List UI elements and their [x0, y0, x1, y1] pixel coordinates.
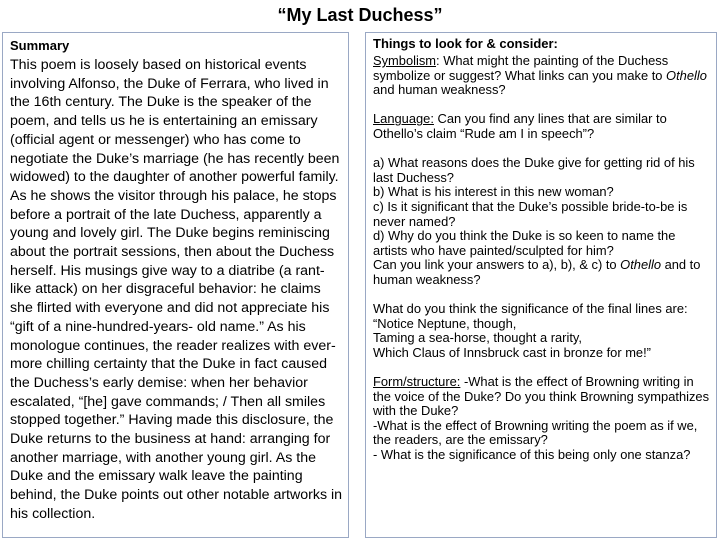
question-c: c) Is it significant that the Duke’s possible bride-to-be is never named? [373, 198, 688, 229]
page-title: “My Last Duchess” [277, 5, 443, 25]
spacer [373, 360, 710, 375]
quote-line-2: Taming a sea-horse, thought a rarity, [373, 330, 582, 346]
summary-text: This poem is loosely based on historical events involving Alfonso, the Duke of Ferrara, who lived in the 16th century. The Duke is the speaker of the poem, and tells us he is entertaining an emissary (official agent or messenger) who has come to negotiate the Duke’s marriage (he has recently been widowed) to the daughter of another powerful family. As he shows the visitor through his palace, he stops before a portrait of the late Duchess, apparently a young and lovely girl. The Duke begins reminiscing about the portrait sessions, then about the Duchess herself. His musings give way to a diatribe (a rant-like attack) on her disgraceful behavior: he claims she flirted with everyone and did not appreciate his “gift of a nine-hundred-years- old name.” As his monologue continues, the reader realizes with ever-more chilling certainty that the Duke in fact caused the Duchess’s early demise: when her behavior escalated, “[he] gave commands; / Then all smiles stopped together.” Having made this disclosure, the Duke returns to the business at hand: arranging for another marriage, with another young girl. As the Duke and the emissary walk leave the painting behind, the Duke points out other notable artworks in his collection. [10, 57, 343, 522]
symbolism-text-b: and human weakness? [373, 82, 506, 98]
language-text: Can you find any lines that are similar to Othello’s claim “Rude am I in speech”? [373, 111, 667, 141]
symbolism-label: Symbolism [373, 53, 437, 68]
spacer [373, 142, 710, 157]
link-question [373, 258, 710, 287]
language-item [373, 112, 710, 141]
form-text: -What is the effect of Browning writing in the voice of the Duke? Do you think Browning sympathizes with the Duke? [373, 374, 710, 419]
consider-panel [365, 32, 717, 538]
symbolism-italic: Othello [666, 67, 707, 83]
question-b: b) What is his interest in this new woman? [373, 184, 614, 200]
quote-line-1: “Notice Neptune, though, [373, 315, 517, 331]
form-item-3: - What is the significance of this being only one stanza? [373, 447, 691, 463]
question-d: d) Why do you think the Duke is so keen to name the artists who have painted/sculpted for him? [373, 228, 676, 258]
link-text-b: and to human weakness? [373, 257, 701, 287]
consider-heading: Things to look for & consider: [373, 36, 558, 51]
quote-line-3: Which Claus of Innsbruck cast in bronze for me!” [373, 344, 651, 360]
symbolism-text-a: : What might the painting of the Duchess symbolize or suggest? What links can you make to [373, 53, 669, 83]
spacer [373, 288, 710, 303]
symbolism-item [373, 54, 710, 98]
link-italic: Othello [620, 257, 662, 273]
summary-panel [2, 32, 349, 538]
final-lines-question: What do you think the significance of the final lines are: [373, 301, 688, 317]
language-label: Language: [373, 111, 434, 127]
link-text-a: Can you link your answers to a), b), & c) to [373, 257, 621, 273]
form-item [373, 375, 710, 419]
spacer [373, 98, 710, 113]
form-label: Form/structure: [373, 374, 461, 390]
summary-heading: Summary [10, 38, 70, 53]
form-item-2: -What is the effect of Browning writing the poem as if we, the readers, are the emissary? [373, 417, 698, 448]
question-a: a) What reasons does the Duke give for getting rid of his last Duchess? [373, 155, 695, 185]
